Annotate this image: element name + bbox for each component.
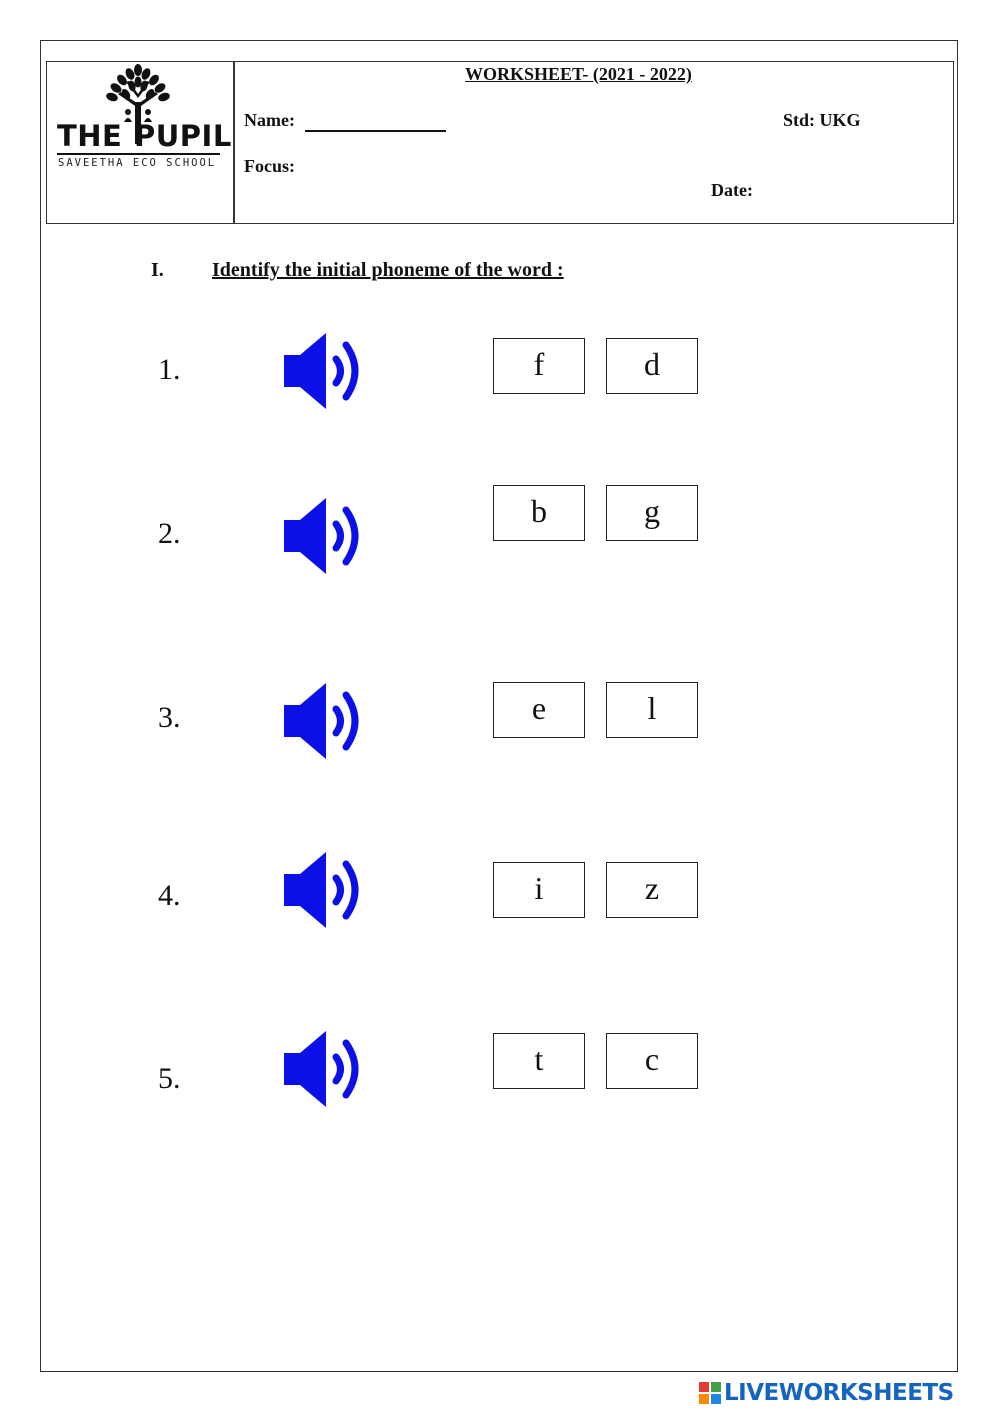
speaker-icon[interactable] — [282, 496, 372, 576]
option-letter: z — [644, 869, 660, 906]
option-box[interactable] — [606, 1033, 698, 1089]
logo-underline — [57, 153, 220, 155]
section-instruction: Identify the initial phoneme of the word : — [212, 259, 564, 281]
option-box[interactable] — [606, 485, 698, 541]
option-letter: g — [644, 492, 660, 529]
option-letter: d — [644, 345, 660, 382]
question-number: 1. — [158, 353, 181, 386]
logo-subtitle: SAVEETHA ECO SCHOOL — [58, 157, 217, 169]
question-number: 4. — [158, 879, 181, 912]
header-divider — [233, 61, 235, 224]
section-number: I. — [151, 259, 164, 281]
name-field[interactable] — [305, 130, 446, 132]
school-logo — [52, 64, 232, 174]
liveworksheets-brand: LIVEWORKSHEETS — [724, 1380, 954, 1406]
option-box[interactable] — [606, 682, 698, 738]
option-box[interactable] — [493, 485, 585, 541]
speaker-icon[interactable] — [282, 681, 372, 761]
question-number: 2. — [158, 517, 181, 550]
option-box[interactable] — [493, 862, 585, 918]
speaker-icon[interactable] — [282, 331, 372, 411]
option-box[interactable] — [493, 1033, 585, 1089]
name-label: Name: — [244, 110, 295, 130]
speaker-icon[interactable] — [282, 1029, 372, 1109]
option-box[interactable] — [606, 862, 698, 918]
liveworksheets-logo[interactable] — [698, 1378, 954, 1408]
logo-brand-left: THE — [57, 119, 123, 153]
question-number: 3. — [158, 701, 181, 734]
std-label: Std: UKG — [783, 110, 861, 130]
option-letter: c — [644, 1040, 660, 1077]
date-label: Date: — [711, 180, 753, 200]
option-letter: e — [531, 689, 547, 726]
focus-label: Focus: — [244, 156, 295, 176]
option-letter: i — [534, 869, 544, 906]
option-letter: b — [531, 492, 547, 529]
option-box[interactable] — [493, 338, 585, 394]
logo-brand-right: PUPIL — [134, 119, 232, 153]
worksheet-title: WORKSHEET- (2021 - 2022) — [465, 64, 692, 84]
option-letter: f — [533, 345, 545, 382]
option-letter: l — [647, 689, 657, 726]
question-number: 5. — [158, 1062, 181, 1095]
liveworksheets-icon — [698, 1381, 722, 1405]
option-box[interactable] — [493, 682, 585, 738]
option-box[interactable] — [606, 338, 698, 394]
speaker-icon[interactable] — [282, 850, 372, 930]
option-letter: t — [534, 1040, 544, 1077]
